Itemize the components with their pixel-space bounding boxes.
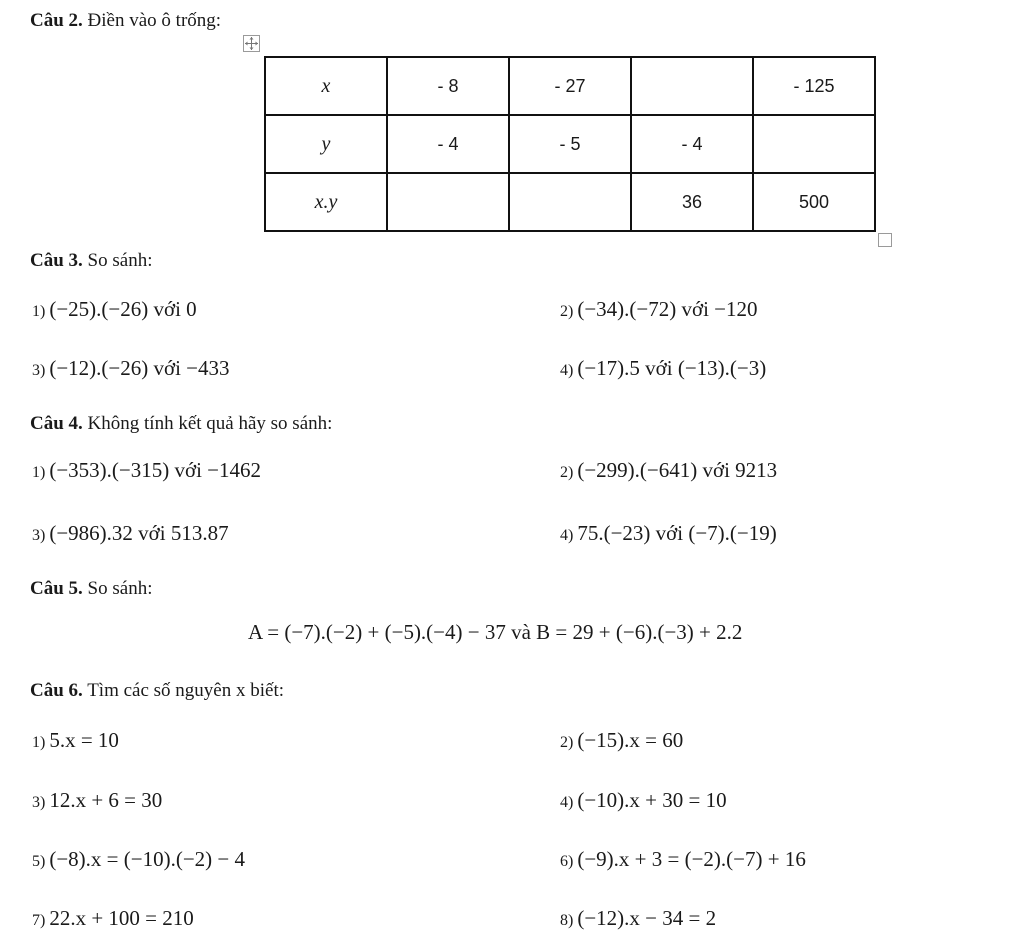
move-cross-icon <box>244 36 259 51</box>
item-number: 3) <box>32 362 46 379</box>
q2-heading-text: Điền vào ô trống: <box>82 10 222 31</box>
item-number: 4) <box>560 527 574 544</box>
math-expression: (−15).x = 60 <box>577 728 684 752</box>
table-row-xy <box>265 173 875 231</box>
table-cell <box>509 173 631 231</box>
q6-item-7 <box>32 906 194 931</box>
table-move-handle-icon[interactable] <box>243 35 260 52</box>
table-cell: - 4 <box>387 115 509 173</box>
q4-heading-bold: Câu 4. <box>30 413 83 434</box>
table-cell: y <box>265 115 387 173</box>
q5-expression: A = (−7).(−2) + (−5).(−4) − 37 và B = 29 + (−6).(−3) + 2.2 <box>248 620 743 644</box>
math-expression: (−25).(−26) với 0 <box>49 297 197 321</box>
q4-item-1 <box>32 458 261 483</box>
q6-item-3 <box>32 788 162 813</box>
item-number: 4) <box>560 794 574 811</box>
q6-heading <box>30 680 284 702</box>
q6-item-1 <box>32 728 119 753</box>
q5-heading-bold: Câu 5. <box>30 578 83 599</box>
math-expression: 5.x = 10 <box>49 728 119 752</box>
table-cell: x <box>265 57 387 115</box>
item-number: 2) <box>560 464 574 481</box>
math-expression: 75.(−23) với (−7).(−19) <box>577 521 777 545</box>
q6-heading-bold: Câu 6. <box>30 680 83 701</box>
item-number: 8) <box>560 912 574 929</box>
item-number: 1) <box>32 464 46 481</box>
q3-item-3 <box>32 356 230 381</box>
math-expression: (−9).x + 3 = (−2).(−7) + 16 <box>577 847 806 871</box>
table-cell: - 27 <box>509 57 631 115</box>
math-expression: (−8).x = (−10).(−2) − 4 <box>49 847 246 871</box>
table-row-y <box>265 115 875 173</box>
math-expression: (−986).32 với 513.87 <box>49 521 229 545</box>
q2-heading <box>30 10 221 32</box>
table-cell: 36 <box>631 173 753 231</box>
math-expression: (−34).(−72) với −120 <box>577 297 758 321</box>
resize-square-icon[interactable] <box>878 233 892 247</box>
table-row-x <box>265 57 875 115</box>
item-number: 3) <box>32 794 46 811</box>
q3-item-4 <box>560 356 766 381</box>
math-expression: (−12).x − 34 = 2 <box>577 906 717 930</box>
math-expression: (−12).(−26) với −433 <box>49 356 230 380</box>
q3-item-1 <box>32 297 197 322</box>
q2-heading-bold: Câu 2. <box>30 10 83 31</box>
q3-item-2 <box>560 297 758 322</box>
q6-item-5 <box>32 847 245 872</box>
q3-heading <box>30 250 152 272</box>
item-number: 6) <box>560 853 574 870</box>
item-number: 1) <box>32 734 46 751</box>
q6-item-6 <box>560 847 806 872</box>
q2-table <box>264 56 876 232</box>
item-number: 5) <box>32 853 46 870</box>
math-expression: 22.x + 100 = 210 <box>49 906 194 930</box>
math-expression: (−10).x + 30 = 10 <box>577 788 727 812</box>
table-cell: - 8 <box>387 57 509 115</box>
table-cell <box>631 57 753 115</box>
table-cell <box>753 115 875 173</box>
item-number: 2) <box>560 303 574 320</box>
q5-heading <box>30 578 152 600</box>
q6-item-8 <box>560 906 716 931</box>
q3-heading-text: So sánh: <box>82 250 153 271</box>
q3-heading-bold: Câu 3. <box>30 250 83 271</box>
item-number: 3) <box>32 527 46 544</box>
math-expression: (−17).5 với (−13).(−3) <box>577 356 767 380</box>
item-number: 1) <box>32 303 46 320</box>
q6-heading-text: Tìm các số nguyên x biết: <box>82 680 285 701</box>
table-cell: - 125 <box>753 57 875 115</box>
item-number: 4) <box>560 362 574 379</box>
table-cell: x.y <box>265 173 387 231</box>
item-number: 7) <box>32 912 46 929</box>
q4-item-3 <box>32 521 229 546</box>
q4-item-2 <box>560 458 777 483</box>
q5-heading-text: So sánh: <box>82 578 153 599</box>
math-expression: 12.x + 6 = 30 <box>49 788 163 812</box>
item-number: 2) <box>560 734 574 751</box>
table-cell: - 4 <box>631 115 753 173</box>
q4-heading-text: Không tính kết quả hãy so sánh: <box>82 413 333 434</box>
q4-heading <box>30 413 332 435</box>
table-cell <box>387 173 509 231</box>
math-expression: (−353).(−315) với −1462 <box>49 458 262 482</box>
q6-item-2 <box>560 728 683 753</box>
q4-item-4 <box>560 521 777 546</box>
q6-item-4 <box>560 788 727 813</box>
table-cell: 500 <box>753 173 875 231</box>
math-expression: (−299).(−641) với 9213 <box>577 458 778 482</box>
table-cell: - 5 <box>509 115 631 173</box>
